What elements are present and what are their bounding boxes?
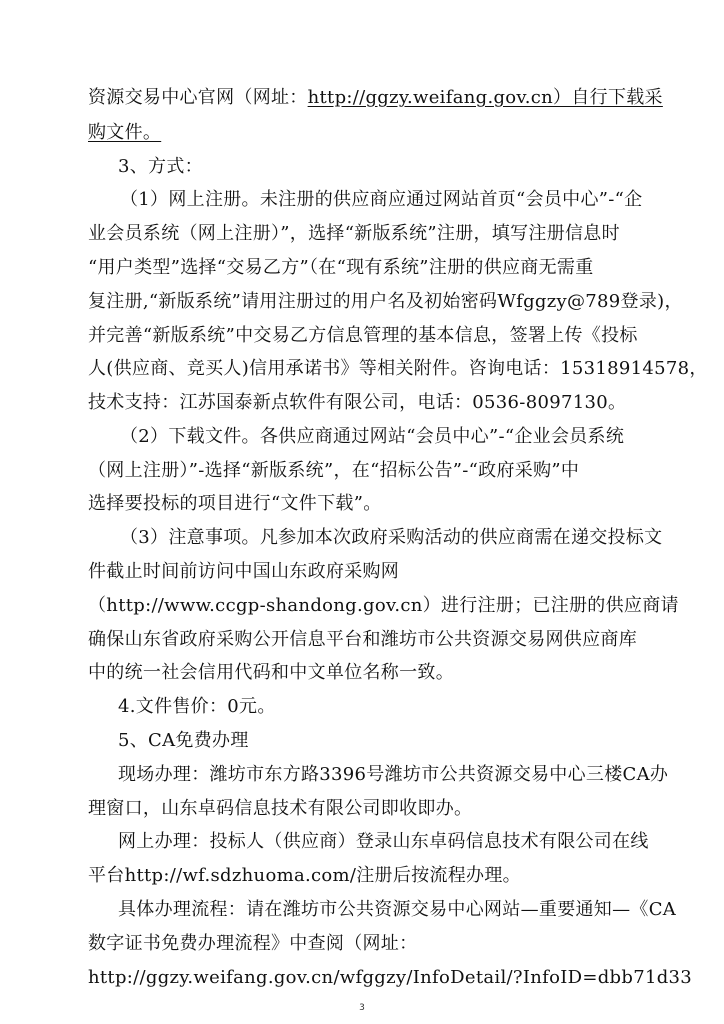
paragraph-line: 选择要投标的项目进行“文件下载”。 (88, 493, 382, 514)
paragraph-line: 业会员系统（网上注册）”，选择“新版系统”注册，填写注册信息时 (88, 223, 620, 244)
paragraph-line: “用户类型”选择“交易乙方”（在“现有系统”注册的供应商无需重 (88, 257, 594, 278)
paragraph-line: 具体办理流程：请在潍坊市公共资源交易中心网站—重要通知—《CA (118, 899, 677, 920)
paragraph-line: （网上注册）”-选择“新版系统”，在“招标公告”-“政府采购”中 (88, 460, 580, 481)
text-line: 购文件。 (88, 122, 162, 143)
paragraph-line: 并完善“新版系统”中交易乙方信息管理的基本信息，签署上传《投标 (88, 325, 638, 346)
paragraph-line: （http://www.ccgp-shandong.gov.cn）进行注册；已注册的供应商请 (88, 595, 679, 616)
paragraph-line: 现场办理：潍坊市东方路3396号潍坊市公共资源交易中心三楼CA办 (118, 764, 669, 785)
section-heading: 4.文件售价：0元。 (118, 696, 276, 717)
page-number: 3 (359, 1003, 365, 1013)
text-line: 资源交易中心官网（网址：http://ggzy.weifang.gov.cn）自行下载采 (88, 87, 663, 108)
section-heading: 3、方式： (118, 156, 203, 177)
paragraph-line: 人(供应商、竞买人)信用承诺书》等相关附件。咨询电话：15318914578， (88, 358, 708, 379)
paragraph-line: （3）注意事项。凡参加本次政府采购活动的供应商需在递交投标文 (120, 527, 663, 548)
paragraph-line: 平台http://wf.sdzhuoma.com/注册后按流程办理。 (88, 865, 521, 886)
url-link[interactable]: http://ggzy.weifang.gov.cn）自行下载采 (307, 87, 663, 108)
paragraph-line: 确保山东省政府采购公开信息平台和潍坊市公共资源交易网供应商库 (88, 629, 637, 650)
paragraph-line: 件截止时间前访问中国山东政府采购网 (88, 561, 400, 582)
paragraph-line: （1）网上注册。未注册的供应商应通过网站首页“会员中心”-“企 (120, 189, 643, 210)
paragraph-line: 数字证书免费办理流程》中查阅（网址： (88, 933, 418, 954)
paragraph-line: （2）下载文件。各供应商通过网站“会员中心”-“企业会员系统 (120, 426, 625, 447)
paragraph-line: 理窗口，山东卓码信息技术有限公司即收即办。 (88, 798, 473, 819)
section-heading: 5、CA免费办理 (118, 730, 249, 751)
url-line: http://ggzy.weifang.gov.cn/wfggzy/InfoDetail/?InfoID=dbb71d33 (88, 967, 693, 988)
paragraph-line: 网上办理：投标人（供应商）登录山东卓码信息技术有限公司在线 (118, 831, 649, 852)
paragraph-line: 技术支持：江苏国泰新点软件有限公司，电话：0536-8097130。 (88, 392, 627, 413)
paragraph-line: 中的统一社会信用代码和中文单位名称一致。 (88, 662, 454, 683)
paragraph-line: 复注册,“新版系统”请用注册过的用户名及初始密码Wfggzy@789登录)， (88, 291, 683, 312)
